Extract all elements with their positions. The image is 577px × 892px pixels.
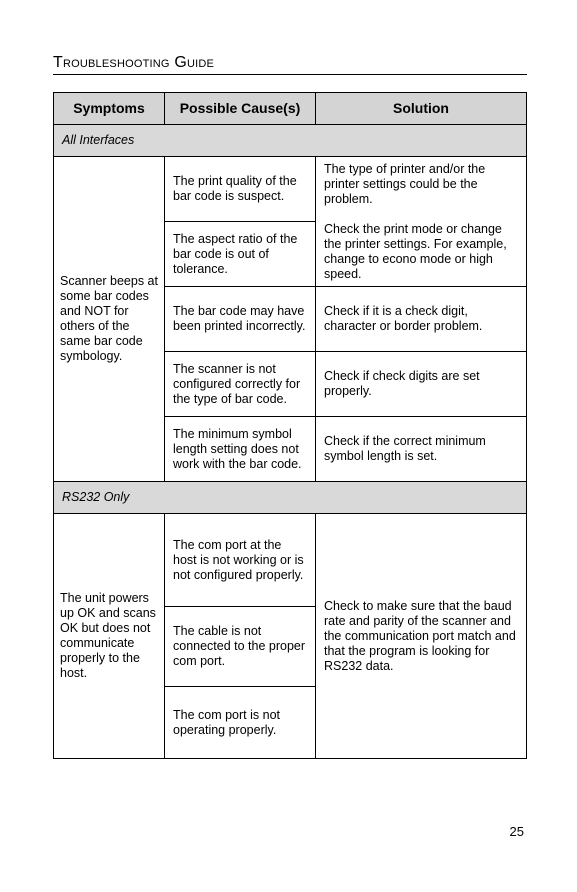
solution-cell: Check if the correct minimum symbol length is set. bbox=[316, 417, 527, 482]
page-header bbox=[53, 52, 527, 75]
cause-cell: The print quality of the bar code is suspect. bbox=[165, 157, 316, 222]
cause-cell: The bar code may have been printed incorrectly. bbox=[165, 287, 316, 352]
solution-text: The type of printer and/or the printer settings could be the problem. bbox=[324, 161, 486, 206]
table-header-row bbox=[54, 93, 527, 125]
section-label: All Interfaces bbox=[54, 125, 527, 157]
column-header-solution: Solution bbox=[316, 93, 527, 125]
cause-cell: The minimum symbol length setting does not work with the bar code. bbox=[165, 417, 316, 482]
cause-cell: The com port at the host is not working or is not configured properly. bbox=[165, 514, 316, 607]
cause-cell: The com port is not operating properly. bbox=[165, 687, 316, 759]
cause-cell: The scanner is not configured correctly for the type of bar code. bbox=[165, 352, 316, 417]
cause-cell: The cable is not connected to the proper com port. bbox=[165, 607, 316, 687]
symptom-cell: The unit powers up OK and scans OK but does not communicate properly to the host. bbox=[54, 514, 165, 759]
solution-cell: Check to make sure that the baud rate and parity of the scanner and the communication port match and that the program is looking for RS232 data. bbox=[316, 514, 527, 759]
troubleshooting-table bbox=[53, 92, 527, 759]
solution-text: Check the print mode or change the printer settings. For example, change to econo mode or high speed. bbox=[324, 221, 507, 281]
page-number: 25 bbox=[509, 824, 524, 839]
section-label: RS232 Only bbox=[54, 482, 527, 514]
table-row bbox=[54, 514, 527, 607]
table-row bbox=[54, 157, 527, 222]
solution-cell bbox=[316, 157, 527, 287]
section-row-rs232-only bbox=[54, 482, 527, 514]
page-title: Troubleshooting Guide bbox=[53, 54, 215, 71]
solution-cell: Check if it is a check digit, character or border problem. bbox=[316, 287, 527, 352]
cause-cell: The aspect ratio of the bar code is out of tolerance. bbox=[165, 222, 316, 287]
column-header-possible-causes: Possible Cause(s) bbox=[165, 93, 316, 125]
symptom-cell: Scanner beeps at some bar codes and NOT for others of the same bar code symbology. bbox=[54, 157, 165, 482]
section-row-all-interfaces bbox=[54, 125, 527, 157]
solution-cell: Check if check digits are set properly. bbox=[316, 352, 527, 417]
column-header-symptoms: Symptoms bbox=[54, 93, 165, 125]
